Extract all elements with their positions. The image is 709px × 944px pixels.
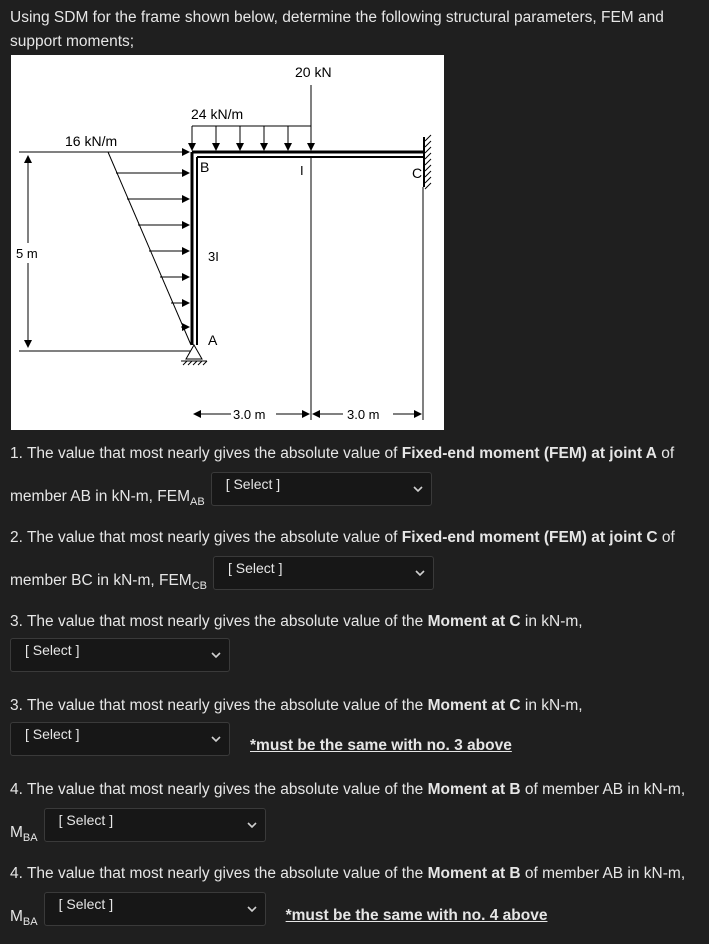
height-label: 5 m xyxy=(16,246,38,261)
question-3a-text: 3. The value that most nearly gives the absolute value of the xyxy=(10,613,428,630)
question-1-post: of xyxy=(656,445,675,462)
question-4b-bold: Moment at B xyxy=(427,865,521,882)
question-4b-post: of member AB in kN-m, xyxy=(520,865,686,882)
question-4b-sub: BA xyxy=(22,916,38,928)
triangular-load xyxy=(108,152,191,345)
question-4b-note: *must be the same with no. 4 above xyxy=(285,907,548,924)
question-4b xyxy=(10,862,705,926)
question-2-sub: CB xyxy=(191,580,207,592)
question-2-bold: Fixed-end moment (FEM) at joint C xyxy=(401,529,658,546)
chevron-down-icon xyxy=(413,484,423,494)
question-4a xyxy=(10,778,705,842)
question-1-bold: Fixed-end moment (FEM) at joint A xyxy=(401,445,657,462)
joint-a-label: A xyxy=(208,332,218,348)
question-2-text: 2. The value that most nearly gives the absolute value of xyxy=(10,529,402,546)
question-3b xyxy=(10,694,705,756)
question-1-text: 1. The value that most nearly gives the absolute value of xyxy=(10,445,402,462)
question-3b-note: *must be the same with no. 3 above xyxy=(250,737,512,754)
question-1-lead xyxy=(10,485,205,509)
select-label: [ Select ] xyxy=(58,896,114,912)
question-4a-select[interactable] xyxy=(44,808,266,842)
intro-text: Using SDM for the frame shown below, determine the following structural parameters, FEM and support moments; xyxy=(10,9,664,50)
question-4a-bold: Moment at B xyxy=(427,781,521,798)
udl-left-label: 16 kN/m xyxy=(65,133,118,149)
column-inertia-label: 3I xyxy=(208,249,219,264)
joint-c-label: C xyxy=(412,165,423,181)
question-4b-lead xyxy=(10,905,38,929)
udl-top-arrows xyxy=(192,126,311,150)
select-label: [ Select ] xyxy=(25,642,80,658)
chevron-down-icon xyxy=(211,650,221,660)
question-4a-line2: M xyxy=(10,824,23,841)
question-2-select[interactable] xyxy=(213,556,434,590)
question-4b-line2: M xyxy=(10,908,23,925)
question-1 xyxy=(10,442,705,506)
select-label: [ Select ] xyxy=(58,812,114,828)
question-2 xyxy=(10,526,705,590)
select-label: [ Select ] xyxy=(228,560,283,576)
udl-top-label: 24 kN/m xyxy=(191,106,244,122)
question-4a-text: 4. The value that most nearly gives the absolute value of the xyxy=(10,781,428,798)
question-4a-lead xyxy=(10,821,38,845)
question-1-sub: AB xyxy=(190,496,205,508)
question-4a-sub: BA xyxy=(22,832,38,844)
select-label: [ Select ] xyxy=(25,726,80,742)
frame-figure xyxy=(11,55,444,430)
question-1-line2: member AB in kN-m, FEM xyxy=(10,488,190,505)
question-2-post: of xyxy=(657,529,675,546)
question-3a-bold: Moment at C xyxy=(427,613,521,630)
question-3a xyxy=(10,610,705,672)
fixed-support-c xyxy=(424,135,431,189)
beam-bc xyxy=(192,152,423,157)
span-1-label: 3.0 m xyxy=(233,407,266,422)
chevron-down-icon xyxy=(247,904,257,914)
frame-diagram xyxy=(11,55,444,430)
question-3a-post: in kN-m, xyxy=(520,613,583,630)
joint-b-label: B xyxy=(200,159,210,175)
question-4b-select[interactable] xyxy=(44,892,266,926)
question-3b-post: in kN-m, xyxy=(520,697,583,714)
chevron-down-icon xyxy=(247,820,257,830)
select-label: [ Select ] xyxy=(225,476,281,492)
question-1-select[interactable] xyxy=(211,472,432,506)
point-load-label: 20 kN xyxy=(295,64,332,80)
span-dimensions xyxy=(194,157,423,420)
question-3a-select[interactable] xyxy=(10,638,230,672)
beam-inertia-label: I xyxy=(300,163,304,178)
question-3b-select[interactable] xyxy=(10,722,230,756)
question-3b-text: 3. The value that most nearly gives the absolute value of the xyxy=(10,697,428,714)
span-2-label: 3.0 m xyxy=(347,407,380,422)
question-3b-bold: Moment at C xyxy=(427,697,521,714)
question-4a-post: of member AB in kN-m, xyxy=(520,781,686,798)
pin-support-a xyxy=(181,345,207,365)
question-2-lead xyxy=(10,569,207,593)
chevron-down-icon xyxy=(211,734,221,744)
question-4b-text: 4. The value that most nearly gives the absolute value of the xyxy=(10,865,428,882)
question-2-line2: member BC in kN-m, FEM xyxy=(10,572,192,589)
column-ab xyxy=(192,152,197,345)
chevron-down-icon xyxy=(415,568,425,578)
